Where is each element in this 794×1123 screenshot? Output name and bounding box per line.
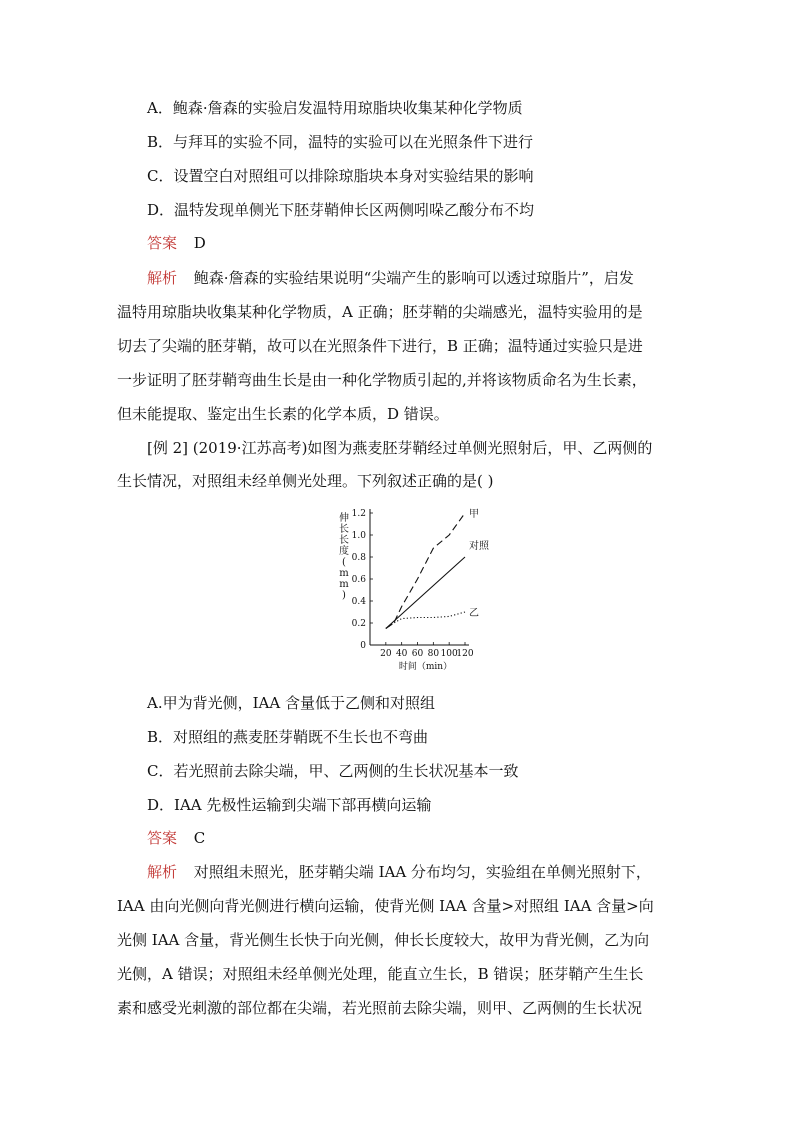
y-axis-label-char: 长 [339,524,349,535]
q2-option-d: D．IAA 先极性运输到尖端下部再横向运输 [147,796,432,814]
x-tick-label: 40 [395,649,408,659]
analysis-text: 对照组未照光，胚芽鞘尖端 IAA 分布均匀，实验组在单侧光照射下， [193,863,651,881]
growth-chart [330,505,490,675]
q2-answer [147,828,205,848]
series-label: 对照 [469,541,489,552]
analysis-label: 解析 [147,863,178,881]
analysis-label: 解析 [147,269,178,287]
y-tick-label: 0.8 [351,553,366,563]
q2-analysis-line-5: 素和感受光刺激的部位都在尖端，若光照前去除尖端，则甲、乙两侧的生长状况 [117,999,643,1017]
x-tick-label: 60 [411,649,424,659]
series-line-dotted [386,612,465,629]
y-axis-label-char: 长 [339,535,349,546]
x-tick-label: 100 [440,649,458,659]
q1-analysis-line-2: 温特用琼脂块收集某种化学物质，A 正确；胚芽鞘的尖端感光，温特实验用的是 [117,303,643,321]
x-axis-label: 时间（min） [398,662,453,672]
q2-analysis-line-3: 光侧 IAA 含量，背光侧生长快于向光侧，伸长长度较大，故甲为背光侧，乙为向 [117,931,650,949]
y-tick-label: 0.4 [351,597,366,607]
y-axis-label-char: 伸 [339,513,349,524]
q1-option-c: C．设置空白对照组可以排除琼脂块本身对实验结果的影响 [147,167,534,185]
q2-analysis-line-1 [147,862,651,882]
x-tick-label: 20 [380,649,392,659]
q2-stem-line-1: [例 2] (2019·江苏高考)如图为燕麦胚芽鞘经过单侧光照射后，甲、乙两侧的 [147,439,653,457]
answer-label: 答案 [147,234,178,252]
series-line-dashed [386,513,465,629]
y-axis-label-char: m [339,568,349,579]
y-tick-label: 0.6 [351,575,366,585]
series-label: 甲 [469,509,479,520]
q2-option-c: C．若光照前去除尖端，甲、乙两侧的生长状况基本一致 [147,762,519,780]
answer-value: C [193,829,206,847]
series-line-solid [386,557,465,629]
analysis-text: 鲍森·詹森的实验结果说明“尖端产生的影响可以透过琼脂片”，启发 [193,269,634,287]
q1-analysis-line-5: 但未能提取、鉴定出生长素的化学本质，D 错误。 [117,405,449,423]
y-tick-label: 1.2 [351,509,366,519]
q1-option-b: B．与拜耳的实验不同，温特的实验可以在光照条件下进行 [147,133,534,151]
series-label: 乙 [469,608,479,619]
q2-option-b: B．对照组的燕麦胚芽鞘既不生长也不弯曲 [147,728,429,746]
q1-option-d: D．温特发现单侧光下胚芽鞘伸长区两侧吲哚乙酸分布不均 [147,201,535,219]
q1-analysis-line-3: 切去了尖端的胚芽鞘，故可以在光照条件下进行，B 正确；温特通过实验只是进 [117,337,643,355]
y-axis-label-char: ( [342,557,346,568]
answer-value: D [193,234,206,252]
q1-analysis-line-1 [147,268,634,288]
q1-answer [147,233,206,253]
y-tick-label: 0.2 [351,619,366,629]
q2-stem-line-2: 生长情况，对照组未经单侧光处理。下列叙述正确的是( ) [117,472,494,490]
y-tick-label: 0 [360,641,366,651]
q2-analysis-line-4: 光侧，A 错误；对照组未经单侧光处理，能直立生长，B 错误；胚芽鞘产生生长 [117,965,644,983]
q2-option-a: A.甲为背光侧，IAA 含量低于乙侧和对照组 [147,694,435,712]
x-tick-label: 80 [427,649,440,659]
y-axis-label-char: 度 [339,546,349,557]
q1-option-a: A．鲍森·詹森的实验启发温特用琼脂块收集某种化学物质 [147,99,523,117]
answer-label: 答案 [147,829,178,847]
y-axis-label-char: m [339,579,349,590]
q2-analysis-line-2: IAA 由向光侧向背光侧进行横向运输，使背光侧 IAA 含量>对照组 IAA 含量>向 [117,897,654,915]
x-tick-label: 120 [456,649,474,659]
y-axis-label-char: ) [342,590,346,601]
y-tick-label: 1.0 [351,531,366,541]
q1-analysis-line-4: 一步证明了胚芽鞘弯曲生长是由一种化学物质引起的,并将该物质命名为生长素， [117,371,647,389]
